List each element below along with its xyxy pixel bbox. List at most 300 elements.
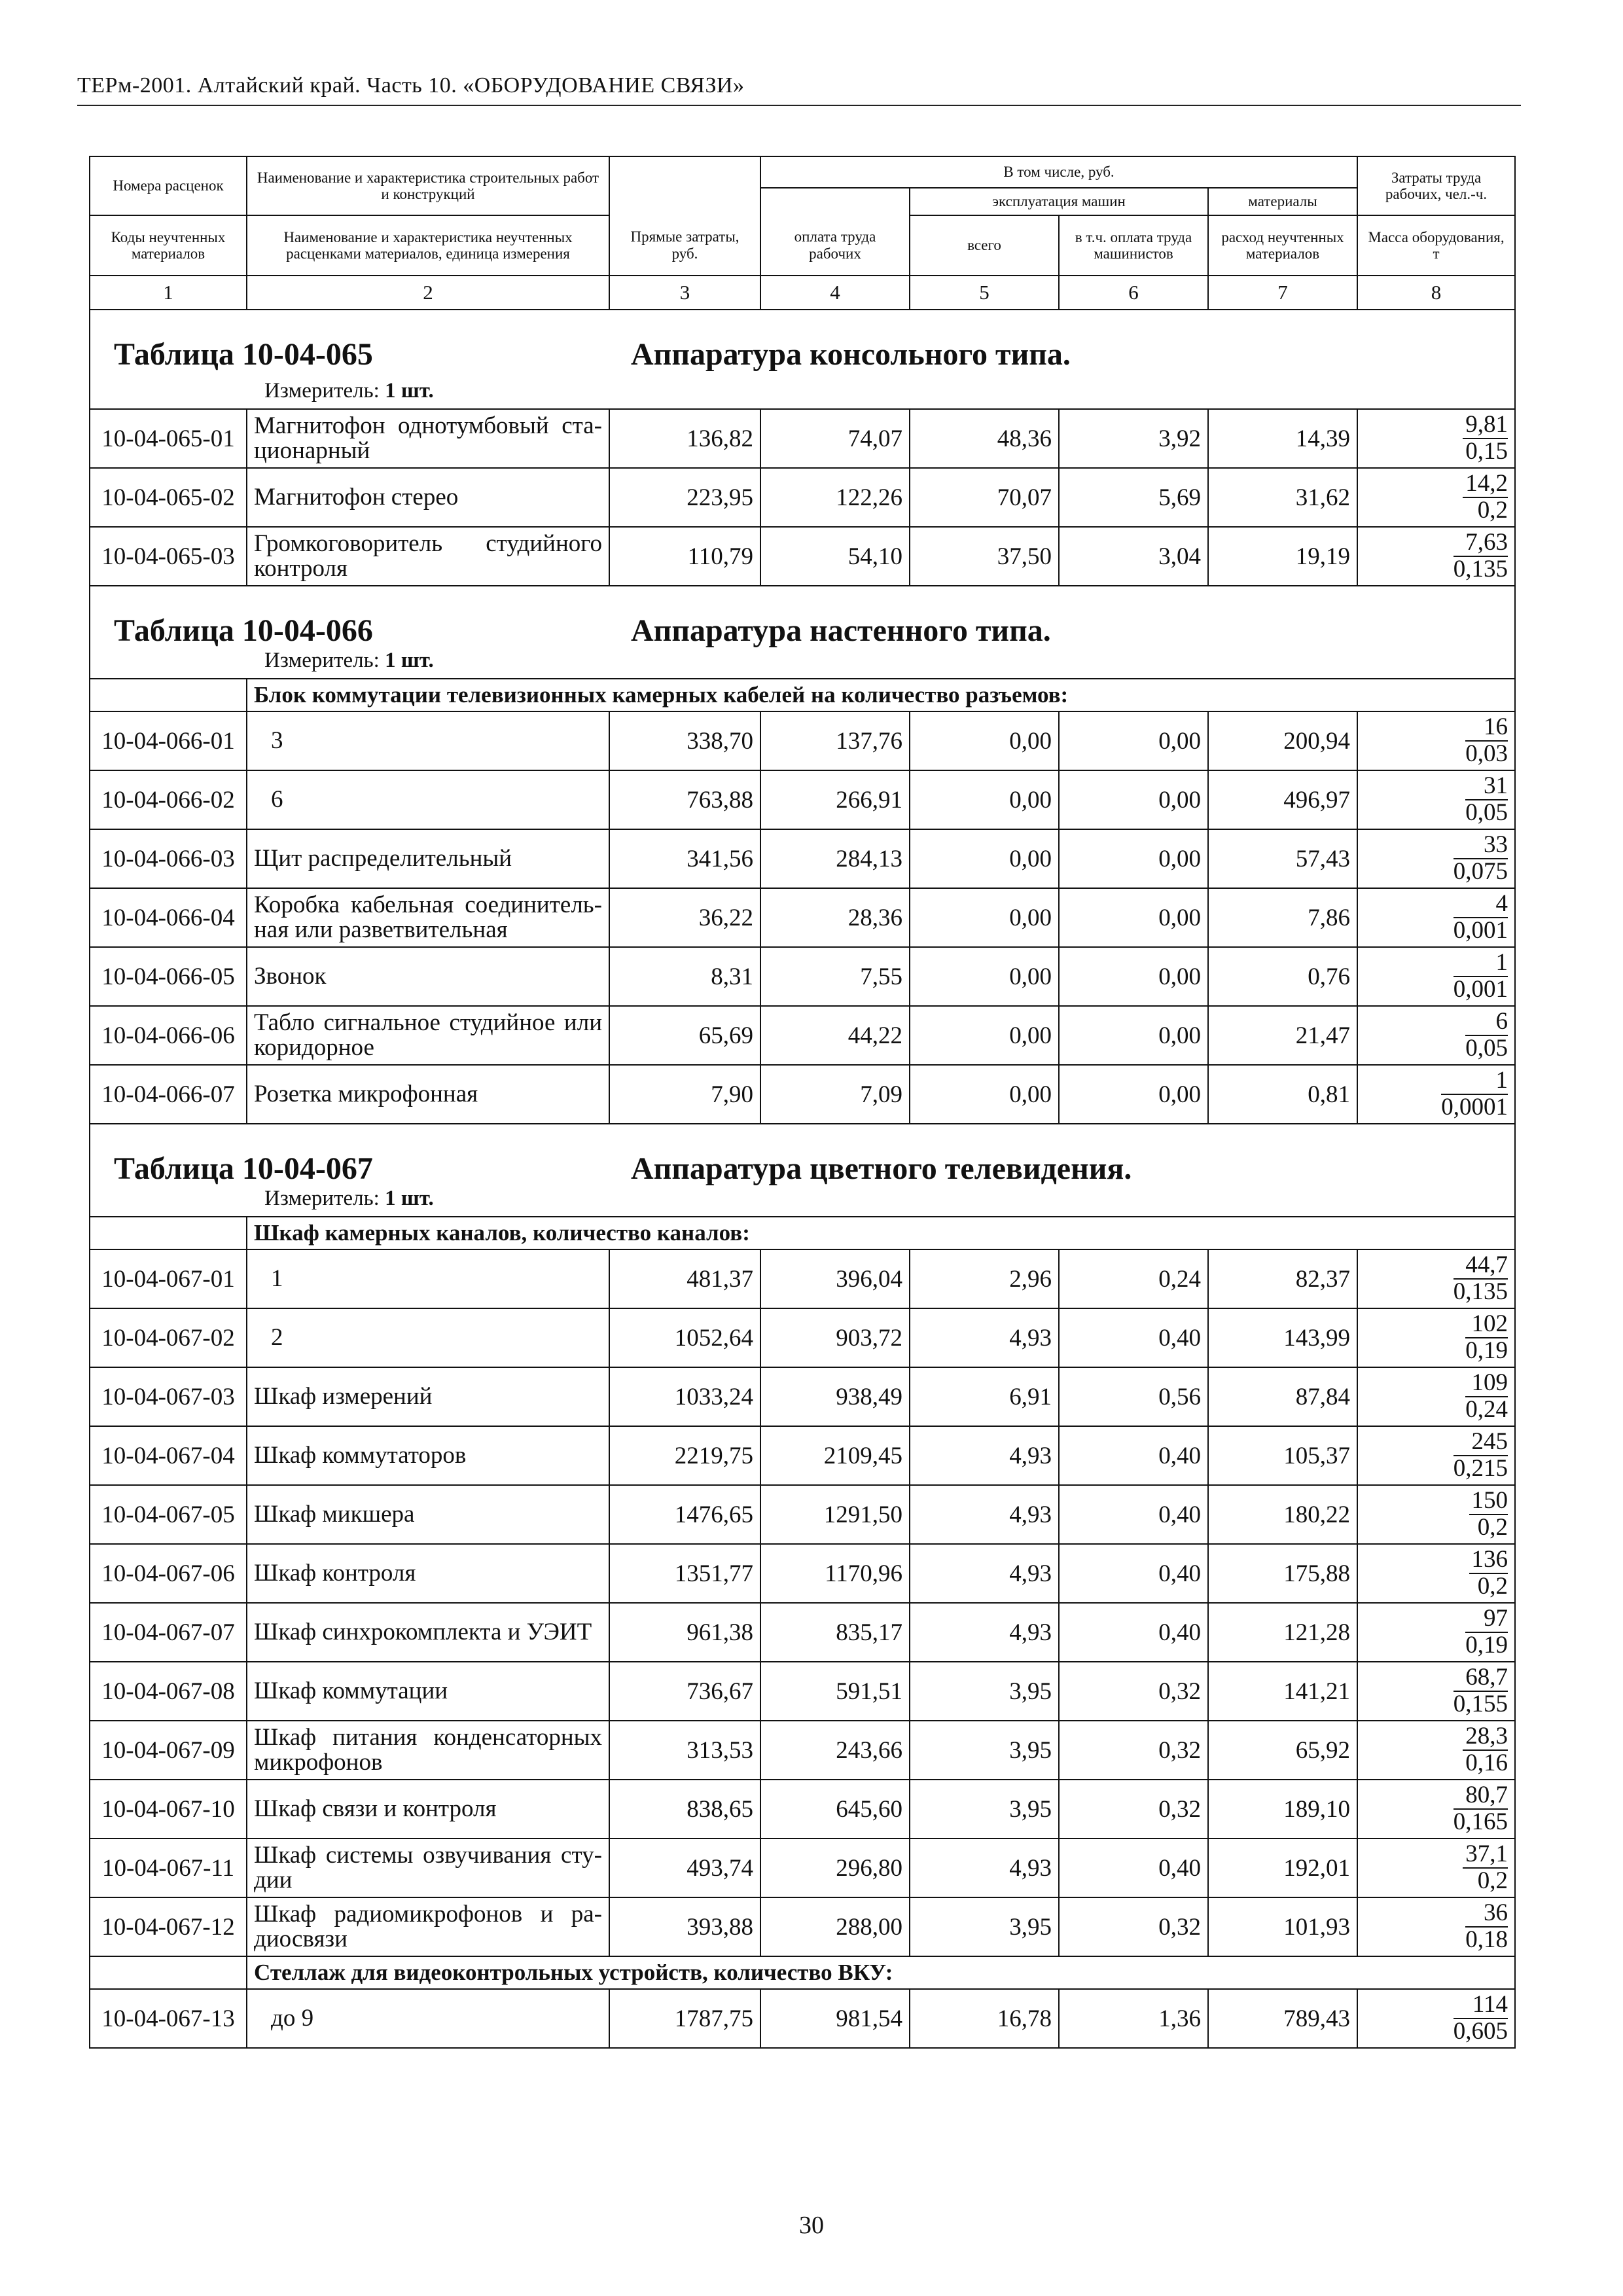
- machinist-wages: 0,32: [1059, 1662, 1208, 1721]
- labor-mass-fraction: [1357, 888, 1515, 947]
- labor-costs: 31: [1465, 774, 1508, 800]
- materials-cost: 192,01: [1208, 1839, 1357, 1897]
- rate-code: 10-04-066-02: [90, 770, 247, 829]
- equipment-mass: 0,001: [1453, 976, 1508, 1003]
- worker-wages: 938,49: [760, 1367, 910, 1426]
- hdr-direct-spacer: [609, 156, 760, 215]
- machine-operation: 4,93: [910, 1426, 1059, 1485]
- equipment-mass: 0,24: [1465, 1396, 1508, 1423]
- materials-cost: 189,10: [1208, 1780, 1357, 1839]
- rate-code: 10-04-067-09: [90, 1721, 247, 1780]
- worker-wages: 7,09: [760, 1065, 910, 1124]
- fraction: [1441, 1068, 1508, 1121]
- rate-name: Розетка микрофонная: [247, 1065, 609, 1124]
- direct-costs: 763,88: [609, 770, 760, 829]
- rate-code: 10-04-066-06: [90, 1006, 247, 1065]
- column-number: 1: [90, 276, 247, 310]
- machine-operation: 6,91: [910, 1367, 1059, 1426]
- labor-mass-fraction: [1357, 1426, 1515, 1485]
- worker-wages: 645,60: [760, 1780, 910, 1839]
- materials-cost: 14,39: [1208, 409, 1357, 468]
- labor-costs: 14,2: [1463, 471, 1508, 498]
- table-row: [90, 1721, 1515, 1780]
- table-row: [90, 711, 1515, 770]
- labor-costs: 114: [1454, 1992, 1508, 2019]
- machinist-wages: 1,36: [1059, 1989, 1208, 2048]
- fraction: [1465, 1371, 1508, 1423]
- table-title: Аппаратура консольного типа.: [631, 337, 1071, 372]
- direct-costs: 1787,75: [609, 1989, 760, 2048]
- direct-costs: 8,31: [609, 947, 760, 1006]
- materials-cost: 0,76: [1208, 947, 1357, 1006]
- materials-cost: 143,99: [1208, 1308, 1357, 1367]
- section-block: [97, 310, 1508, 408]
- labor-costs: 33: [1454, 833, 1508, 859]
- machine-operation: 3,95: [910, 1780, 1059, 1839]
- materials-cost: 101,93: [1208, 1897, 1357, 1956]
- machinist-wages: 0,32: [1059, 1897, 1208, 1956]
- rate-code: 10-04-067-04: [90, 1426, 247, 1485]
- fraction: [1465, 1009, 1508, 1062]
- worker-wages: 981,54: [760, 1989, 910, 2048]
- machinist-wages: 0,32: [1059, 1780, 1208, 1839]
- machinist-wages: 0,56: [1059, 1367, 1208, 1426]
- table-row: [90, 1485, 1515, 1544]
- section-cell: [90, 310, 1515, 409]
- rate-name: 1: [247, 1249, 609, 1308]
- materials-cost: 7,86: [1208, 888, 1357, 947]
- machine-operation: 4,93: [910, 1485, 1059, 1544]
- group-heading-row: [90, 1956, 1515, 1989]
- direct-costs: 110,79: [609, 527, 760, 586]
- fraction: [1463, 1842, 1508, 1894]
- materials-cost: 175,88: [1208, 1544, 1357, 1603]
- header-rule: [77, 105, 1521, 106]
- column-number: 5: [910, 276, 1059, 310]
- rate-code: 10-04-066-01: [90, 711, 247, 770]
- materials-cost: 496,97: [1208, 770, 1357, 829]
- column-number: 6: [1059, 276, 1208, 310]
- labor-costs: 6: [1465, 1009, 1508, 1036]
- equipment-mass: 0,605: [1453, 2018, 1508, 2045]
- meter-label: Измеритель:: [264, 1187, 380, 1210]
- rate-code: 10-04-067-07: [90, 1603, 247, 1662]
- column-number: 7: [1208, 276, 1357, 310]
- rate-name: Звонок: [247, 947, 609, 1006]
- direct-costs: 223,95: [609, 468, 760, 527]
- rate-name: Шкаф связи и контроля: [247, 1780, 609, 1839]
- materials-cost: 19,19: [1208, 527, 1357, 586]
- materials-cost: 0,81: [1208, 1065, 1357, 1124]
- table-row: [90, 1662, 1515, 1721]
- labor-mass-fraction: [1357, 1065, 1515, 1124]
- machinist-wages: 0,00: [1059, 1065, 1208, 1124]
- machine-operation: 4,93: [910, 1839, 1059, 1897]
- materials-cost: 121,28: [1208, 1603, 1357, 1662]
- section-block: [97, 586, 1508, 678]
- machine-operation: 48,36: [910, 409, 1059, 468]
- rate-name: Коробка кабельная соединительная или разветвительная: [247, 888, 609, 947]
- direct-costs: 736,67: [609, 1662, 760, 1721]
- worker-wages: 1170,96: [760, 1544, 910, 1603]
- rate-name: Щит распределительный: [247, 829, 609, 888]
- equipment-mass: 0,19: [1465, 1337, 1508, 1364]
- rate-name: 6: [247, 770, 609, 829]
- fraction: [1465, 715, 1508, 767]
- worker-wages: 1291,50: [760, 1485, 910, 1544]
- table-row: [90, 1603, 1515, 1662]
- hdr-code-top: Номера расценок: [90, 156, 247, 215]
- rate-code: 10-04-067-13: [90, 1989, 247, 2048]
- machinist-wages: 5,69: [1059, 468, 1208, 527]
- rate-name: Шкаф системы озвучивания студии: [247, 1839, 609, 1897]
- machine-operation: 70,07: [910, 468, 1059, 527]
- machine-operation: 16,78: [910, 1989, 1059, 2048]
- table-section-header: [90, 1124, 1515, 1217]
- table-row: [90, 1780, 1515, 1839]
- direct-costs: 1052,64: [609, 1308, 760, 1367]
- direct-costs: 136,82: [609, 409, 760, 468]
- rate-name: Громкоговоритель студийного контроля: [247, 527, 609, 586]
- meter: [264, 1187, 434, 1211]
- rates-table: [89, 156, 1516, 2049]
- machine-operation: 4,93: [910, 1603, 1059, 1662]
- labor-mass-fraction: [1357, 1897, 1515, 1956]
- fraction: [1463, 412, 1508, 465]
- labor-costs: 150: [1469, 1488, 1508, 1515]
- column-number: 2: [247, 276, 609, 310]
- labor-mass-fraction: [1357, 1839, 1515, 1897]
- labor-costs: 28,3: [1463, 1724, 1508, 1751]
- rate-name: Шкаф контроля: [247, 1544, 609, 1603]
- machinist-wages: 0,00: [1059, 947, 1208, 1006]
- worker-wages: 296,80: [760, 1839, 910, 1897]
- table-label: Таблица 10-04-066: [114, 613, 373, 648]
- table-label: Таблица 10-04-067: [114, 1151, 373, 1186]
- table-row: [90, 770, 1515, 829]
- section-block: [97, 1124, 1508, 1216]
- worker-wages: 122,26: [760, 468, 910, 527]
- machinist-wages: 0,40: [1059, 1603, 1208, 1662]
- hdr-labor: Затраты труда рабочих, чел.-ч.: [1357, 156, 1515, 215]
- rate-code: 10-04-066-03: [90, 829, 247, 888]
- fraction: [1454, 950, 1508, 1003]
- table-row: [90, 468, 1515, 527]
- column-number: 3: [609, 276, 760, 310]
- rate-code: 10-04-066-04: [90, 888, 247, 947]
- equipment-mass: 0,18: [1465, 1926, 1508, 1953]
- rate-name: Табло сигнальное студийное или коридорное: [247, 1006, 609, 1065]
- rate-code: 10-04-067-01: [90, 1249, 247, 1308]
- rate-name: Шкаф измерений: [247, 1367, 609, 1426]
- rate-code: 10-04-067-11: [90, 1839, 247, 1897]
- rate-code: 10-04-066-07: [90, 1065, 247, 1124]
- labor-mass-fraction: [1357, 1780, 1515, 1839]
- worker-wages: 903,72: [760, 1308, 910, 1367]
- running-header: ТЕРм-2001. Алтайский край. Часть 10. «ОБОРУДОВАНИЕ СВЯЗИ»: [77, 73, 745, 98]
- fraction: [1465, 774, 1508, 826]
- labor-mass-fraction: [1357, 468, 1515, 527]
- materials-cost: 65,92: [1208, 1721, 1357, 1780]
- hdr-mass: Масса оборудования, т: [1357, 215, 1515, 276]
- labor-mass-fraction: [1357, 1721, 1515, 1780]
- worker-wages: 266,91: [760, 770, 910, 829]
- meter: [264, 649, 434, 673]
- meter-label: Измеритель:: [264, 379, 380, 403]
- rate-name: Шкаф синхрокомплекта и УЭИТ: [247, 1603, 609, 1662]
- fraction: [1465, 1312, 1508, 1364]
- materials-cost: 31,62: [1208, 468, 1357, 527]
- worker-wages: 396,04: [760, 1249, 910, 1308]
- table-label: Таблица 10-04-065: [114, 337, 373, 372]
- table-row: [90, 527, 1515, 586]
- worker-wages: 74,07: [760, 409, 910, 468]
- labor-mass-fraction: [1357, 1544, 1515, 1603]
- direct-costs: 1033,24: [609, 1367, 760, 1426]
- rate-name: Магнитофон однотумбовый стационарный: [247, 409, 609, 468]
- labor-costs: 44,7: [1454, 1253, 1508, 1280]
- table-row: [90, 1839, 1515, 1897]
- worker-wages: 591,51: [760, 1662, 910, 1721]
- rate-name: Шкаф микшера: [247, 1485, 609, 1544]
- machine-operation: 0,00: [910, 1065, 1059, 1124]
- group-heading-row: [90, 1217, 1515, 1249]
- direct-costs: 65,69: [609, 1006, 760, 1065]
- machinist-wages: 0,40: [1059, 1308, 1208, 1367]
- section-cell: [90, 586, 1515, 679]
- equipment-mass: 0,135: [1453, 1278, 1508, 1305]
- labor-costs: 136: [1469, 1547, 1508, 1574]
- materials-cost: 82,37: [1208, 1249, 1357, 1308]
- rate-code: 10-04-065-03: [90, 527, 247, 586]
- machinist-wages: 0,32: [1059, 1721, 1208, 1780]
- table-row: [90, 1249, 1515, 1308]
- fraction: [1454, 1253, 1508, 1305]
- rate-code: 10-04-067-03: [90, 1367, 247, 1426]
- hdr-machines: эксплуатация машин: [910, 188, 1208, 215]
- hdr-unaccounted: расход неучтенных материалов: [1208, 215, 1357, 276]
- table-row: [90, 1367, 1515, 1426]
- materials-cost: 180,22: [1208, 1485, 1357, 1544]
- labor-mass-fraction: [1357, 1485, 1515, 1544]
- equipment-mass: 0,2: [1477, 1573, 1508, 1600]
- fraction: [1454, 1429, 1508, 1482]
- machine-operation: 0,00: [910, 829, 1059, 888]
- table-row: [90, 829, 1515, 888]
- labor-mass-fraction: [1357, 1989, 1515, 2048]
- hdr-code-bottom: Коды неучтенных материалов: [90, 215, 247, 276]
- fraction: [1454, 833, 1508, 885]
- machinist-wages: 3,92: [1059, 409, 1208, 468]
- labor-mass-fraction: [1357, 1603, 1515, 1662]
- labor-mass-fraction: [1357, 409, 1515, 468]
- labor-costs: 102: [1465, 1312, 1508, 1338]
- hdr-name-bottom: Наименование и характеристика неучтенных расценками материалов, единица измерения: [247, 215, 609, 276]
- table-row: [90, 1426, 1515, 1485]
- direct-costs: 493,74: [609, 1839, 760, 1897]
- machine-operation: 4,93: [910, 1544, 1059, 1603]
- worker-wages: 284,13: [760, 829, 910, 888]
- worker-wages: 835,17: [760, 1603, 910, 1662]
- column-number: 8: [1357, 276, 1515, 310]
- direct-costs: 341,56: [609, 829, 760, 888]
- fraction: [1454, 891, 1508, 944]
- meter: [264, 379, 434, 403]
- equipment-mass: 0,135: [1453, 556, 1508, 583]
- direct-costs: 313,53: [609, 1721, 760, 1780]
- labor-costs: 68,7: [1454, 1665, 1508, 1692]
- direct-costs: 7,90: [609, 1065, 760, 1124]
- machine-operation: 3,95: [910, 1897, 1059, 1956]
- rate-name: Шкаф коммутаторов: [247, 1426, 609, 1485]
- equipment-mass: 0,075: [1453, 858, 1508, 885]
- worker-wages: 54,10: [760, 527, 910, 586]
- equipment-mass: 0,165: [1453, 1808, 1508, 1835]
- worker-wages: 7,55: [760, 947, 910, 1006]
- machine-operation: 37,50: [910, 527, 1059, 586]
- column-number: 4: [760, 276, 910, 310]
- table-row: [90, 1308, 1515, 1367]
- equipment-mass: 0,2: [1477, 497, 1508, 524]
- direct-costs: 393,88: [609, 1897, 760, 1956]
- worker-wages: 243,66: [760, 1721, 910, 1780]
- group-heading-row: [90, 679, 1515, 711]
- table-section-header: [90, 586, 1515, 679]
- table-row: [90, 1065, 1515, 1124]
- labor-costs: 109: [1465, 1371, 1508, 1397]
- group-heading-spacer: [90, 679, 247, 711]
- table-section-header: [90, 310, 1515, 409]
- meter-label: Измеритель:: [264, 649, 380, 672]
- materials-cost: 141,21: [1208, 1662, 1357, 1721]
- worker-wages: 2109,45: [760, 1426, 910, 1485]
- direct-costs: 1476,65: [609, 1485, 760, 1544]
- machinist-wages: 3,04: [1059, 527, 1208, 586]
- machinist-wages: 0,00: [1059, 711, 1208, 770]
- group-heading-spacer: [90, 1956, 247, 1989]
- equipment-mass: 0,001: [1453, 917, 1508, 944]
- fraction: [1465, 1606, 1508, 1659]
- labor-costs: 245: [1454, 1429, 1508, 1456]
- labor-costs: 1: [1454, 950, 1508, 977]
- labor-costs: 97: [1465, 1606, 1508, 1633]
- equipment-mass: 0,215: [1453, 1455, 1508, 1482]
- direct-costs: 1351,77: [609, 1544, 760, 1603]
- worker-wages: 288,00: [760, 1897, 910, 1956]
- labor-costs: 9,81: [1463, 412, 1508, 439]
- fraction: [1454, 530, 1508, 583]
- direct-costs: 481,37: [609, 1249, 760, 1308]
- hdr-wages: оплата труда рабочих: [760, 215, 910, 276]
- labor-mass-fraction: [1357, 1249, 1515, 1308]
- machine-operation: 0,00: [910, 947, 1059, 1006]
- table-row: [90, 1897, 1515, 1956]
- hdr-materials: материалы: [1208, 188, 1357, 215]
- table-row: [90, 1989, 1515, 2048]
- worker-wages: 137,76: [760, 711, 910, 770]
- table-row: [90, 1006, 1515, 1065]
- direct-costs: 2219,75: [609, 1426, 760, 1485]
- fraction: [1463, 471, 1508, 524]
- rate-name: до 9: [247, 1989, 609, 2048]
- machine-operation: 0,00: [910, 1006, 1059, 1065]
- labor-mass-fraction: [1357, 1367, 1515, 1426]
- machinist-wages: 0,24: [1059, 1249, 1208, 1308]
- rate-code: 10-04-067-12: [90, 1897, 247, 1956]
- page-number: 30: [799, 2212, 824, 2239]
- machine-operation: 2,96: [910, 1249, 1059, 1308]
- fraction: [1454, 1783, 1508, 1835]
- fraction: [1454, 1992, 1508, 2045]
- equipment-mass: 0,05: [1465, 799, 1508, 826]
- labor-costs: 4: [1454, 891, 1508, 918]
- machinist-wages: 0,40: [1059, 1426, 1208, 1485]
- machine-operation: 0,00: [910, 888, 1059, 947]
- group-heading: Шкаф камерных каналов, количество каналов:: [247, 1217, 1515, 1249]
- table-row: [90, 888, 1515, 947]
- machinist-wages: 0,40: [1059, 1544, 1208, 1603]
- column-numbers-row: [90, 276, 1515, 310]
- rate-name: Шкаф питания конденсаторных микрофонов: [247, 1721, 609, 1780]
- rate-code: 10-04-066-05: [90, 947, 247, 1006]
- section-cell: [90, 1124, 1515, 1217]
- rate-name: Шкаф коммутации: [247, 1662, 609, 1721]
- labor-mass-fraction: [1357, 829, 1515, 888]
- group-heading-spacer: [90, 1217, 247, 1249]
- table-title: Аппаратура цветного телевидения.: [631, 1151, 1132, 1186]
- labor-mass-fraction: [1357, 770, 1515, 829]
- machinist-wages: 0,00: [1059, 1006, 1208, 1065]
- labor-mass-fraction: [1357, 527, 1515, 586]
- hdr-name-top: Наименование и характеристика строительных работ и конструкций: [247, 156, 609, 215]
- hdr-wages-spacer: [760, 188, 910, 215]
- hdr-direct: Прямые затраты, руб.: [609, 215, 760, 276]
- machine-operation: 3,95: [910, 1662, 1059, 1721]
- machinist-wages: 0,00: [1059, 829, 1208, 888]
- equipment-mass: 0,15: [1465, 438, 1508, 465]
- labor-mass-fraction: [1357, 1662, 1515, 1721]
- labor-costs: 16: [1465, 715, 1508, 742]
- machinist-wages: 0,00: [1059, 770, 1208, 829]
- fraction: [1463, 1724, 1508, 1776]
- materials-cost: 87,84: [1208, 1367, 1357, 1426]
- labor-costs: 1: [1441, 1068, 1508, 1095]
- fraction: [1454, 1665, 1508, 1717]
- labor-costs: 36: [1465, 1901, 1508, 1928]
- fraction: [1469, 1488, 1508, 1541]
- labor-mass-fraction: [1357, 947, 1515, 1006]
- rate-code: 10-04-067-06: [90, 1544, 247, 1603]
- equipment-mass: 0,05: [1465, 1035, 1508, 1062]
- equipment-mass: 0,155: [1453, 1691, 1508, 1717]
- group-heading: Стеллаж для видеоконтрольных устройств, количество ВКУ:: [247, 1956, 1515, 1989]
- table-row: [90, 1544, 1515, 1603]
- machine-operation: 3,95: [910, 1721, 1059, 1780]
- equipment-mass: 0,2: [1477, 1514, 1508, 1541]
- hdr-incl: В том числе, руб.: [760, 156, 1357, 188]
- fraction: [1465, 1901, 1508, 1953]
- rate-code: 10-04-067-02: [90, 1308, 247, 1367]
- table-row: [90, 409, 1515, 468]
- group-heading: Блок коммутации телевизионных камерных кабелей на количество разъемов:: [247, 679, 1515, 711]
- rate-code: 10-04-067-08: [90, 1662, 247, 1721]
- machine-operation: 0,00: [910, 770, 1059, 829]
- machinist-wages: 0,00: [1059, 888, 1208, 947]
- rate-code: 10-04-065-02: [90, 468, 247, 527]
- worker-wages: 28,36: [760, 888, 910, 947]
- hdr-mach-wages: в т.ч. оплата труда машинистов: [1059, 215, 1208, 276]
- direct-costs: 838,65: [609, 1780, 760, 1839]
